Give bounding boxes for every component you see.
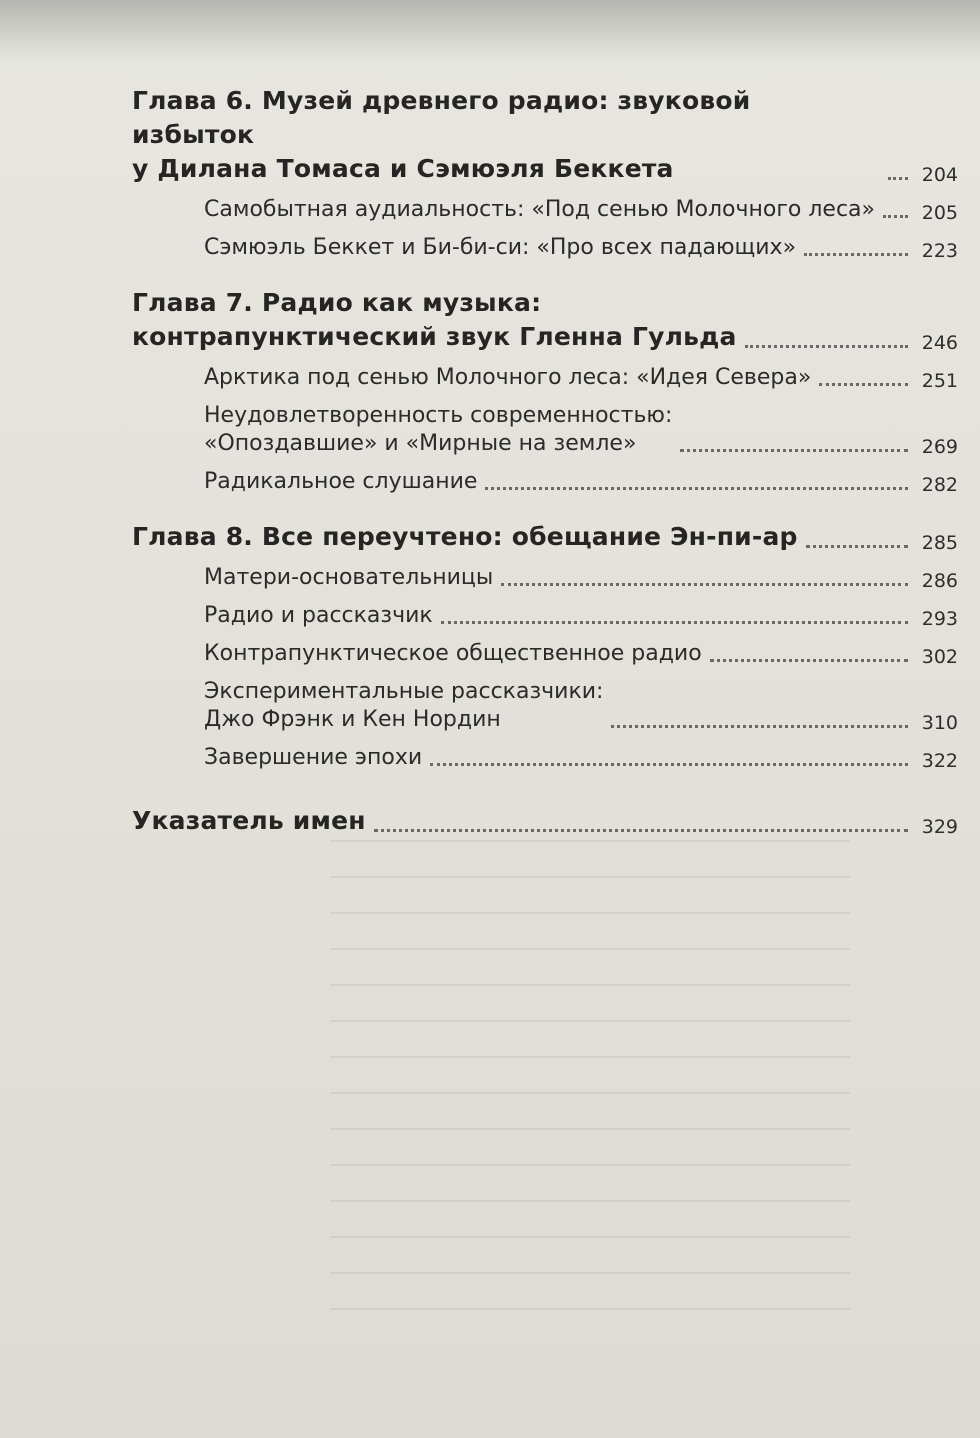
leader-dots bbox=[374, 829, 908, 832]
leader-dots bbox=[888, 177, 908, 180]
page-number: 302 bbox=[921, 646, 958, 668]
leader-dots bbox=[430, 763, 908, 766]
chapter-title: Глава 6. Музей древнего радио: звуковой избыток у Дилана Томаса и Сэмюэля Беккета bbox=[132, 86, 751, 183]
section-title: Контрапунктическое общественное радио bbox=[204, 641, 702, 666]
section-title: Радикальное слушание bbox=[204, 469, 478, 494]
page-number: 282 bbox=[921, 474, 958, 496]
toc-section bbox=[132, 640, 958, 668]
page-number: 285 bbox=[921, 532, 958, 554]
toc-section bbox=[132, 402, 958, 458]
page-number: 205 bbox=[921, 202, 958, 224]
toc-section bbox=[132, 468, 958, 496]
leader-dots bbox=[441, 621, 908, 624]
page-number: 322 bbox=[921, 750, 958, 772]
page-number: 286 bbox=[921, 570, 958, 592]
toc-section bbox=[132, 364, 958, 392]
toc-section bbox=[132, 602, 958, 630]
leader-dots bbox=[745, 345, 908, 348]
page-number: 204 bbox=[921, 164, 958, 186]
toc-section bbox=[132, 564, 958, 592]
toc-chapter-8 bbox=[132, 520, 958, 554]
leader-dots bbox=[710, 659, 908, 662]
chapter-title: Глава 8. Все переучтено: обещание Эн-пи-ар bbox=[132, 522, 798, 551]
page-edge-shadow bbox=[0, 0, 980, 60]
section-title: Матери-основательницы bbox=[204, 565, 494, 590]
page-number: 251 bbox=[921, 370, 958, 392]
leader-dots bbox=[806, 545, 908, 548]
index-title: Указатель имен bbox=[132, 806, 366, 835]
page-number: 329 bbox=[921, 816, 958, 838]
page-number: 269 bbox=[921, 436, 958, 458]
section-title: Завершение эпохи bbox=[204, 745, 423, 770]
leader-dots bbox=[611, 725, 908, 728]
toc-section bbox=[132, 234, 958, 262]
page-number: 310 bbox=[921, 712, 958, 734]
page-number: 223 bbox=[921, 240, 958, 262]
show-through-text bbox=[330, 840, 850, 1400]
section-title: Неудовлетворенность современностью: «Опоздавшие» и «Мирные на земле» bbox=[204, 403, 673, 456]
toc-section bbox=[132, 196, 958, 224]
leader-dots bbox=[485, 487, 908, 490]
section-title: Радио и рассказчик bbox=[204, 603, 433, 628]
toc-chapter-7 bbox=[132, 286, 958, 354]
section-title: Арктика под сенью Молочного леса: «Идея Севера» bbox=[204, 365, 812, 390]
chapter-title: Глава 7. Радио как музыка: контрапунктический звук Гленна Гульда bbox=[132, 288, 737, 351]
toc-section bbox=[132, 678, 958, 734]
toc-index bbox=[132, 804, 958, 838]
leader-dots bbox=[883, 215, 908, 218]
section-title: Самобытная аудиальность: «Под сенью Молочного леса» bbox=[204, 197, 875, 222]
toc-chapter-6 bbox=[132, 84, 958, 186]
leader-dots bbox=[804, 253, 908, 256]
page-number: 293 bbox=[921, 608, 958, 630]
toc-section bbox=[132, 744, 958, 772]
leader-dots bbox=[680, 449, 908, 452]
table-of-contents bbox=[132, 84, 958, 838]
page-number: 246 bbox=[921, 332, 958, 354]
section-title: Экспериментальные рассказчики: Джо Фрэнк и Кен Нордин bbox=[204, 679, 604, 732]
section-title: Сэмюэль Беккет и Би-би-си: «Про всех падающих» bbox=[204, 235, 797, 260]
leader-dots bbox=[819, 383, 908, 386]
leader-dots bbox=[501, 583, 908, 586]
